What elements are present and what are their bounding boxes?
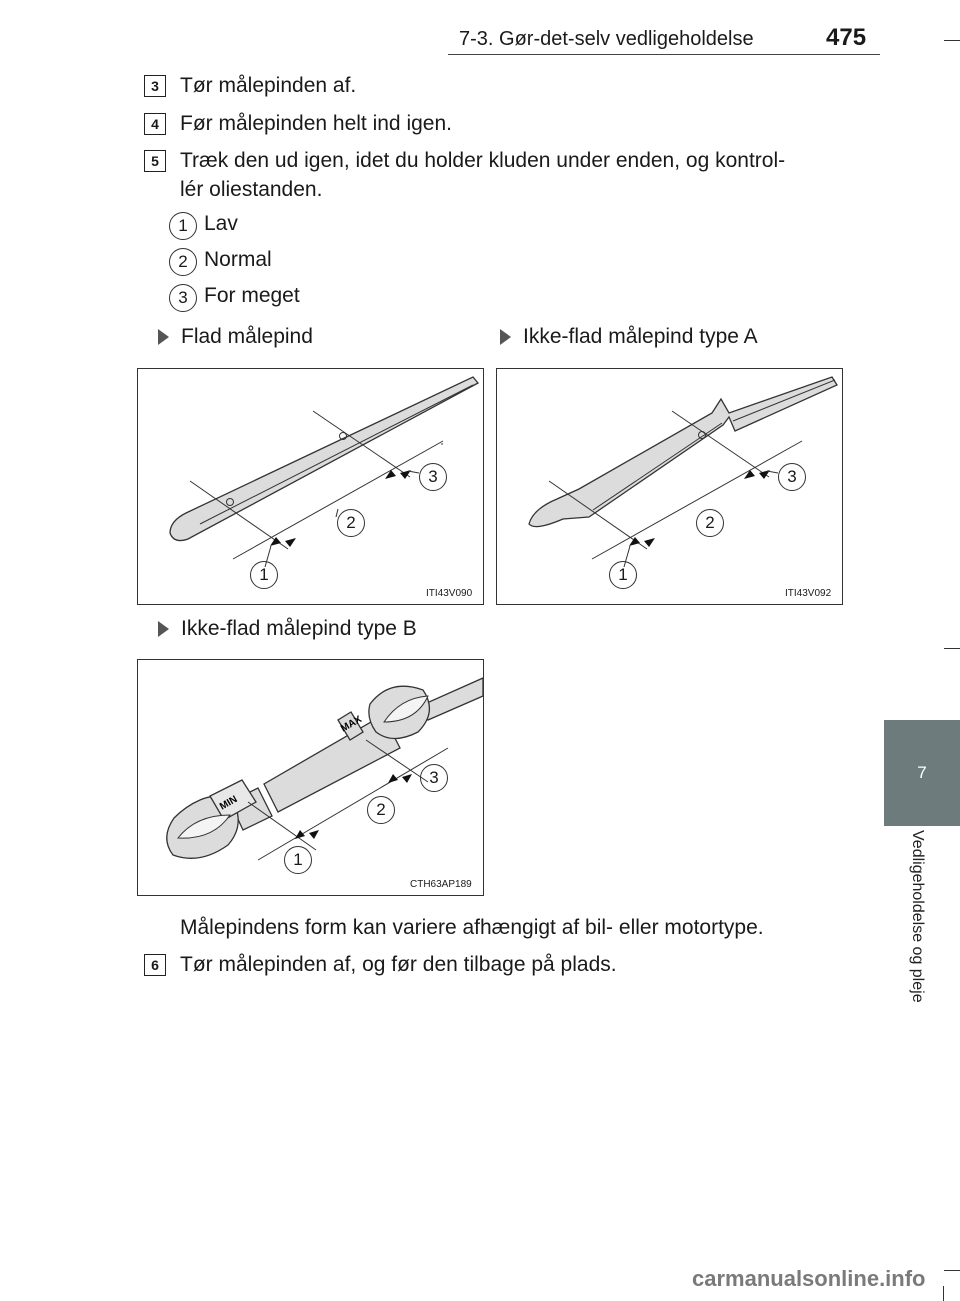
callout-number: 3 [169,284,197,312]
min-mark: MIN [218,793,240,813]
callout-number: 1 [250,561,278,589]
figure-title [158,325,313,349]
callout-number: 1 [284,846,312,874]
crop-mark [944,1270,960,1271]
triangle-bullet-icon [158,329,169,345]
step-text: lér oliestanden. [180,178,323,201]
callout-number: 1 [169,212,197,240]
step-text: Træk den ud igen, idet du holder kluden under enden, og kontrol- [180,149,786,172]
figure-title-text: Ikke-flad målepind type B [181,617,417,640]
triangle-bullet-icon [500,329,511,345]
watermark: carmanualsonline.info [692,1266,926,1291]
header-rule [448,54,880,55]
step-number: 4 [144,113,166,135]
callout-number: 2 [367,796,395,824]
page-number: 475 [826,24,867,51]
chapter-title: Vedligeholdelse og pleje [909,830,926,1003]
crop-mark [944,40,960,41]
step-number: 5 [144,150,166,172]
figure-code: ITI43V090 [426,588,473,599]
callout-number: 3 [419,463,447,491]
figure-type-a-dipstick [496,368,843,605]
crop-mark [943,1286,944,1301]
max-mark: MAX [339,713,364,735]
figure-title [158,617,417,641]
step-text: Før målepinden helt ind igen. [180,112,452,135]
step-text: Tør målepinden af, og før den tilbage på plads. [180,953,617,976]
crop-mark [944,648,960,649]
callout-number: 3 [420,764,448,792]
callout-number: 1 [609,561,637,589]
callout-number: 2 [337,509,365,537]
figure-title [500,325,758,349]
note-text: Målepindens form kan variere afhængigt af bil- eller motortype. [180,916,764,939]
legend-label: For meget [204,284,300,307]
figure-flat-dipstick [137,368,484,605]
figure-code: ITI43V092 [785,588,832,599]
chapter-tab: 7 [884,720,960,826]
figure-type-b-dipstick [137,659,484,896]
figure-code: CTH63AP189 [410,879,472,890]
callout-number: 2 [169,248,197,276]
figure-title-text: Flad målepind [181,325,313,348]
legend-label: Lav [204,212,238,235]
section-title: 7-3. Gør-det-selv vedligeholdelse [459,28,754,50]
callout-number: 3 [778,463,806,491]
step-number: 3 [144,75,166,97]
figure-title-text: Ikke-flad målepind type A [523,325,758,348]
triangle-bullet-icon [158,621,169,637]
legend-label: Normal [204,248,272,271]
step-text: Tør målepinden af. [180,74,357,97]
step-number: 6 [144,954,166,976]
callout-number: 2 [696,509,724,537]
